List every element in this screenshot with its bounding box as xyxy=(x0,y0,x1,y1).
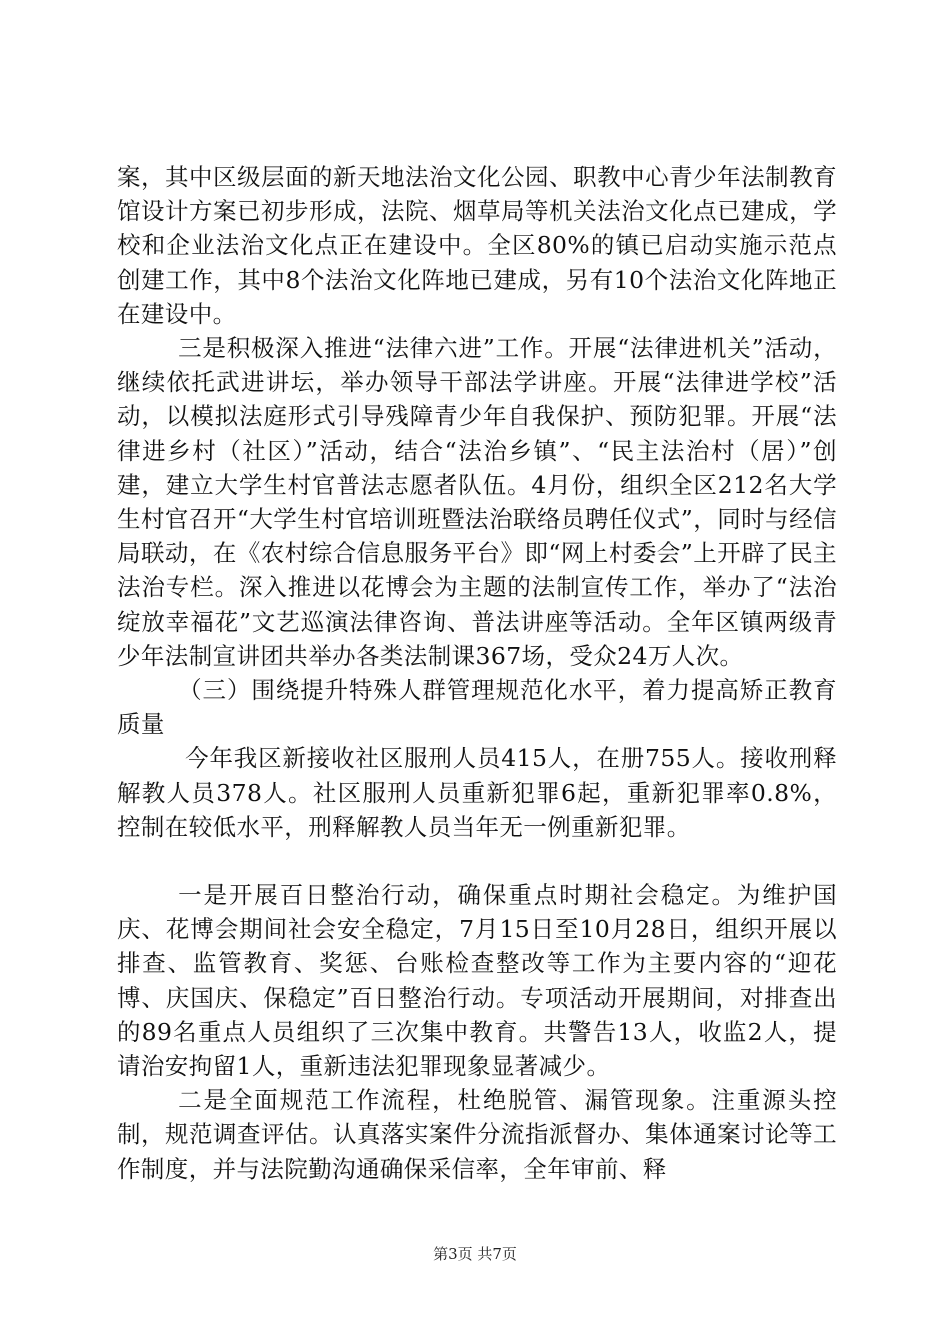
paragraph-continuation: 案，其中区级层面的新天地法治文化公园、职教中心青少年法制教育馆设计方案已初步形成，法院、烟草局等机关法治文化点已建成，学校和企业法治文化点正在建设中。全区80%的镇已启动实施示范点创建工作，其中8个法治文化阵地已建成，另有10个法治文化阵地正在建设中。 xyxy=(117,163,837,328)
paragraph-workflow-standardization: 二是全面规范工作流程，杜绝脱管、漏管现象。注重源头控制，规范调查评估。认真落实案件分流指派督办、集体通案讨论等工作制度，并与法院勤沟通确保采信率，全年审前、释 xyxy=(117,1086,837,1183)
page-number-footer: 第3页 共7页 xyxy=(433,1245,517,1263)
paragraph-gap xyxy=(117,844,837,878)
paragraph-community-correction-stats: 今年我区新接收社区服刑人员415人，在册755人。接收刑释解教人员378人。社区服刑人员重新犯罪6起，重新犯罪率0.8%，控制在较低水平，刑释解教人员当年无一例重新犯罪。 xyxy=(117,744,837,841)
paragraph-law-six-into: 三是积极深入推进“法律六进”工作。开展“法律进机关”活动，继续依托武进讲坛，举办领导干部法学讲座。开展“法律进学校”活动，以模拟法庭形式引导残障青少年自我保护、预防犯罪。开展“法律进乡村（社区）”活动，结合“法治乡镇”、“民主法治村（居）”创建，建立大学生村官普法志愿者队伍。4月份，组织全区212名大学生村官召开“大学生村官培训班暨法治联络员聘任仪式”，同时与经信局联动，在《农村综合信息服务平台》即“网上村委会”上开辟了民主法治专栏。深入推进以花博会为主题的法制宣传工作，举办了“法治绽放幸福花”文艺巡演法律咨询、普法讲座等活动。全年区镇两级青少年法制宣讲团共举办各类法制课367场，受众24万人次。 xyxy=(117,334,837,670)
section-heading-special-groups: （三）围绕提升特殊人群管理规范化水平，着力提高矫正教育质量 xyxy=(117,676,837,739)
document-body xyxy=(117,160,837,1186)
paragraph-hundred-day-campaign: 一是开展百日整治行动，确保重点时期社会稳定。为维护国庆、花博会期间社会安全稳定，7月15日至10月28日，组织开展以排查、监管教育、奖惩、台账检查整改等工作为主要内容的“迎花博、庆国庆、保稳定”百日整治行动。专项活动开展期间，对排查出的89名重点人员组织了三次集中教育。共警告13人，收监2人，提请治安拘留1人，重新违法犯罪现象显著减少。 xyxy=(117,881,837,1081)
